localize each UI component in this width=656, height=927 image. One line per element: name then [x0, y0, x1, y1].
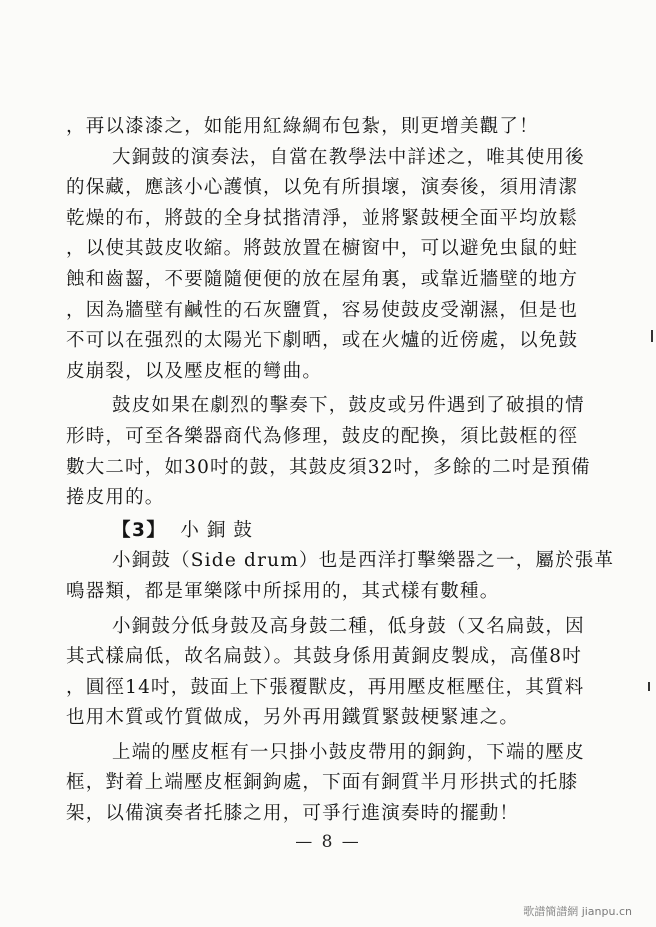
text-line: 皮崩裂，以及壓皮框的彎曲。 [66, 360, 323, 382]
text-line: 其式樣扁低，故名扁鼓）。其鼓身係用黃銅皮製成，高僅8吋 [66, 646, 582, 668]
scan-speck [651, 330, 653, 342]
text-line: ，圓徑14吋，鼓面上下張覆獸皮，再用壓皮框壓住，其質料 [66, 676, 585, 698]
section-heading [66, 516, 566, 547]
site-watermark: 歌譜簡譜網 jianpu.cn [523, 905, 632, 918]
section-number: 【3】 [112, 519, 167, 541]
text-line: 架，以備演奏者托膝之用，可爭行進演奏時的擺動！ [66, 803, 520, 825]
scan-speck [648, 682, 650, 691]
text-line: 不可以在强烈的太陽光下劇晒，或在火爐的近傍處，以免鼓 [66, 330, 579, 352]
text-line: 上端的壓皮框有一只掛小鼓皮帶用的銅鉤，下端的壓皮 [112, 741, 585, 763]
paragraph-care [66, 143, 585, 388]
page-number: — 8 — [295, 832, 361, 852]
text-line: 的保藏，應該小心護慎，以免有所損壞，演奏後，須用清潔 [66, 177, 579, 199]
paragraph-side-drum [66, 546, 615, 607]
text-line: 乾燥的布，將鼓的全身拭揩清淨，並將緊鼓梗全面平均放鬆 [66, 207, 579, 229]
text-line: 大銅鼓的演奏法，自當在教學法中詳述之，唯其使用後 [112, 146, 585, 168]
text-line: ，以使其鼓皮收縮。將鼓放置在櫥窗中，可以避免虫鼠的蛀 [66, 238, 579, 260]
text-line: 小銅鼓分低身鼓及高身鼓二種，低身鼓（又名扁鼓，因 [112, 615, 585, 637]
text-line: 蝕和齒齧，不要隨隨便便的放在屋角裏，或靠近牆壁的地方 [66, 268, 579, 290]
text-line: ，再以漆漆之，如能用紅綠綢布包紮，則更增美觀了！ [66, 116, 539, 137]
body-text [66, 112, 615, 830]
text-line: 捲皮用的。 [66, 487, 165, 509]
text-line: 也用木質或竹質做成，另外再用鐵質緊鼓梗緊連之。 [66, 707, 520, 729]
text-line: 小銅鼓（Side drum）也是西洋打擊樂器之一，屬於張革 [112, 550, 615, 572]
text-line: ，因為牆壁有鹹性的石灰鹽質，容易使鼓皮受潮濕，但是也 [66, 299, 579, 321]
paragraph-repair [66, 391, 591, 513]
paragraph-construction [66, 612, 585, 734]
section-title: 小銅鼓 [180, 519, 260, 541]
text-line: 數大二吋，如30吋的鼓，其鼓皮須32吋，多餘的二吋是預備 [66, 456, 591, 478]
paragraph-1 [66, 112, 566, 143]
text-line: 框，對着上端壓皮框銅鉤處，下面有銅質半月形拱式的托膝 [66, 772, 579, 794]
paragraph-hardware [66, 738, 585, 830]
text-line: 鳴器類，都是軍樂隊中所採用的，其式樣有數種。 [66, 580, 500, 602]
text-line: 鼓皮如果在劇烈的擊奏下，鼓皮或另件遇到了破損的情 [112, 395, 585, 417]
text-line: 形時，可至各樂器商代為修理，鼓皮的配換，須比鼓框的徑 [66, 425, 579, 447]
